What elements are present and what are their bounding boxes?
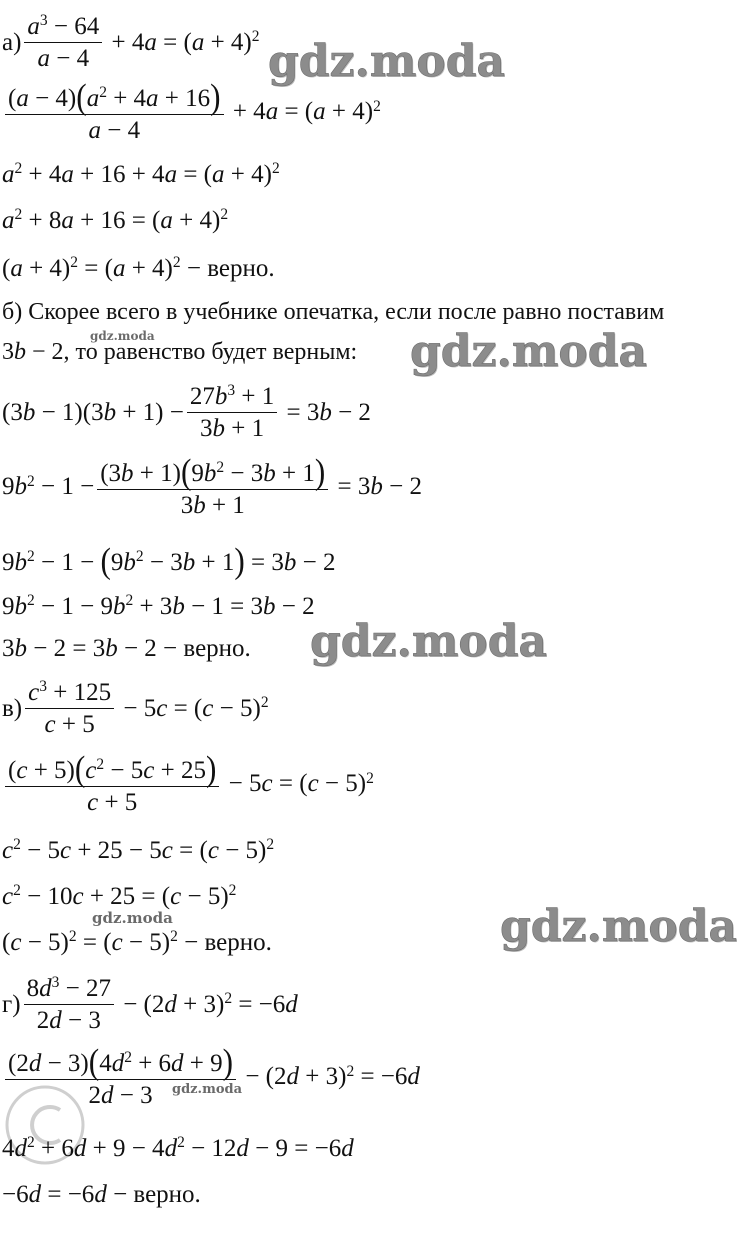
eq-v-3: $c^2 - 5c + 25 - 5c = (c - 5)^2$ xyxy=(2,836,275,864)
watermark-small-3: gdz.moda xyxy=(172,1082,243,1097)
note-line-1: б) Скорее всего в учебнике опечатка, если после равно поставим xyxy=(2,299,665,325)
eq-g-1: г) $\frac{8d^3 - 27}{2d - 3}$ − $(2d + 3)^2 = -6d$ xyxy=(2,974,298,1034)
fraction: $\frac{c^3 + 125}{c + 5}$ xyxy=(25,680,114,737)
verno-text: верно. xyxy=(207,255,275,282)
eq-v-1: в) $\frac{c^3 + 125}{c + 5}$ − $5c = (c - 5)^2$ xyxy=(2,678,269,738)
eq-v-5: $(c - 5)^2 = (c - 5)^2$ − верно. xyxy=(2,928,272,956)
eq-b-2: $9b^2 - 1$ − $\frac{(3b + 1)(9b^2 - 3b + 1)}{3b + 1}$ = 3b − 2 xyxy=(2,451,422,520)
eq-a-5: $(a + 4)^2 = (a + 4)^2$ − верно. xyxy=(2,254,275,282)
verno-text: верно. xyxy=(133,1181,201,1208)
eq-g-4: −6d = −6d − верно. xyxy=(2,1181,201,1208)
watermark-small-1: gdz.moda xyxy=(90,329,155,343)
watermark-2: gdz.moda xyxy=(410,326,648,377)
verno-text: верно. xyxy=(183,635,251,662)
eq-b-1: (3b − 1)(3b + 1) − $\frac{27b^3 + 1}{3b + 1}$ = 3b − 2 xyxy=(2,382,371,442)
verno-text: верно. xyxy=(204,929,272,956)
eq-a-1: а) $\frac{a^3 - 64}{a - 4}$ + $4a = (a + 4)^2$ xyxy=(2,12,260,72)
eq-v-2: $\frac{(c + 5)(c^2 - 5c + 25)}{c + 5}$ − $5c = (c - 5)^2$ xyxy=(2,752,374,815)
fraction: $\frac{(c + 5)(c^2 - 5c + 25)}{c + 5}$ xyxy=(5,752,219,815)
fraction: $\frac{8d^3 - 27}{2d - 3}$ xyxy=(24,976,114,1033)
eq-g-3: $4d^2 + 6d + 9 - 4d^2 - 12d - 9 = -6d$ xyxy=(2,1134,354,1162)
fraction: $\frac{(3b + 1)(9b^2 - 3b + 1)}{3b + 1}$ xyxy=(97,455,328,518)
eq-b-5: 3b − 2 = 3b − 2 − верно. xyxy=(2,635,251,662)
watermark-3: gdz.moda xyxy=(310,616,548,667)
label-v: в) xyxy=(2,695,23,722)
fraction: $\frac{a^3 - 64}{a - 4}$ xyxy=(24,14,102,71)
watermark-4: gdz.moda xyxy=(500,901,738,952)
eq-b-4: $9b^2 - 1 - 9b^2 + 3b - 1 = 3b - 2$ xyxy=(2,592,315,620)
watermark-small-2: gdz.moda xyxy=(92,909,173,927)
eq-v-4: $c^2 - 10c + 25 = (c - 5)^2$ xyxy=(2,882,237,910)
watermark-1: gdz.moda xyxy=(268,36,506,87)
fraction: $\frac{(2d - 3)(4d^2 + 6d + 9)}{2d - 3}$ xyxy=(5,1045,236,1108)
note-line-2: 3b − 2, то равенство будет верным: xyxy=(2,339,358,365)
eq-b-3: $9b^2 - 1 - (9b^2 - 3b + 1) = 3b - 2$ xyxy=(2,540,336,581)
eq-g-2: $\frac{(2d - 3)(4d^2 + 6d + 9)}{2d - 3}$ − $(2d + 3)^2 = -6d$ xyxy=(2,1045,420,1108)
eq-a-2: $\frac{(a - 4)(a^2 + 4a + 16)}{a - 4}$ + $4a = (a + 4)^2$ xyxy=(2,80,381,143)
label-g: г) xyxy=(2,991,21,1018)
eq-a-3: $a^2 + 4a + 16 + 4a = (a + 4)^2$ xyxy=(2,160,280,188)
eq-a-4: $a^2 + 8a + 16 = (a + 4)^2$ xyxy=(2,206,229,234)
fraction: $\frac{27b^3 + 1}{3b + 1}$ xyxy=(187,384,277,441)
fraction: $\frac{(a - 4)(a^2 + 4a + 16)}{a - 4}$ xyxy=(5,80,224,143)
note-line-2-text: то равенство будет верным: xyxy=(75,339,358,365)
label-a: а) xyxy=(2,29,22,56)
